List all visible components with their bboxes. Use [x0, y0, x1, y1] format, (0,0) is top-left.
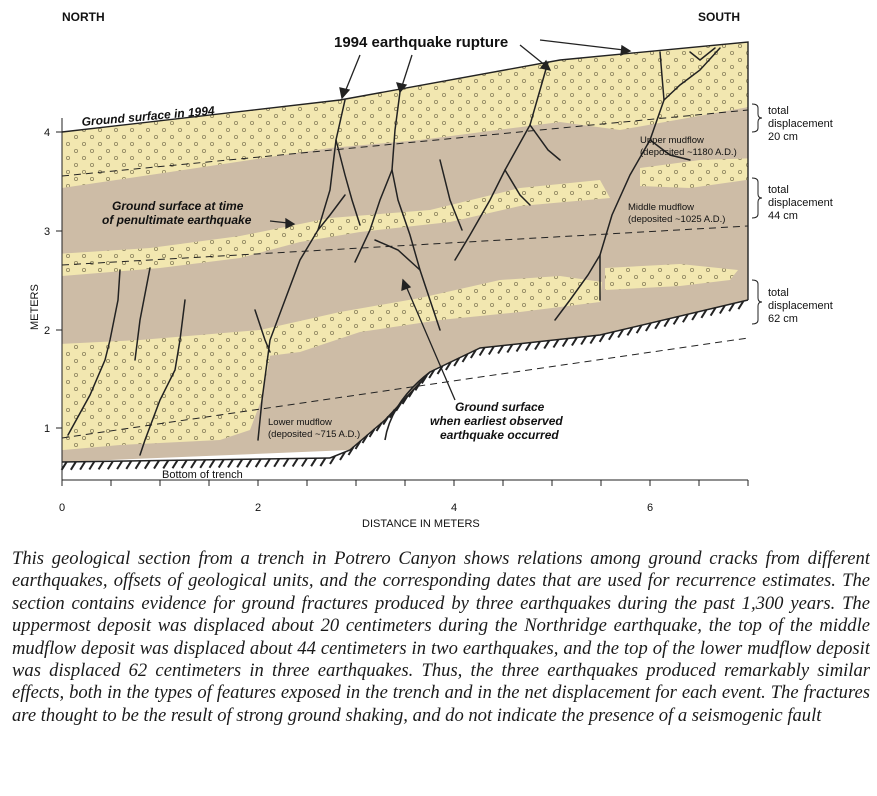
x-axis-label: DISTANCE IN METERS — [362, 518, 480, 530]
hatch-mark — [126, 461, 131, 469]
displacement-3-line2: displacement — [768, 300, 833, 312]
hatch-mark — [246, 459, 251, 467]
penultimate-label-1: Ground surface at time — [112, 199, 244, 213]
hatch-mark — [71, 462, 76, 470]
hatch-mark — [219, 460, 224, 468]
x-tick-label: 2 — [255, 502, 262, 514]
upper-mudflow-date: (deposited ~1180 A.D.) — [640, 147, 737, 158]
hatch-mark — [228, 459, 233, 467]
hatch-mark — [154, 461, 159, 469]
earliest-label-1: Ground surface — [455, 400, 545, 414]
hatch-mark — [200, 460, 205, 468]
rupture-label: 1994 earthquake rupture — [334, 34, 509, 51]
hatch-mark — [320, 458, 325, 466]
x-tick-label: 4 — [451, 502, 458, 514]
y-tick-label: 1 — [44, 423, 51, 435]
hatch-mark — [108, 461, 113, 469]
displacement-2-line1: total — [768, 184, 789, 196]
y-axis-label: METERS — [29, 284, 41, 330]
middle-mudflow-date: (deposited ~1025 A.D.) — [628, 214, 726, 225]
x-tick-label: 0 — [59, 502, 66, 514]
hatch-mark — [163, 460, 168, 468]
lower-mudflow-name: Lower mudflow — [268, 417, 332, 428]
hatch-mark — [145, 461, 150, 469]
figure-caption: This geological section from a trench in Potrero Canyon shows relations among ground cracks from different earthquakes, offsets of geological units, and the corresponding dates that are used for recurrence estimates. The section contains evidence for ground fractures produced by three earthquakes during the past 1,300 years. The uppermost deposit was displaced about 20 centimeters during the Northridge earthquake, the top of the middle mudflow deposit was displaced about 44 centimeters in two earthquakes, and the top of the lower mudflow deposit was displaced 62 centimeters in three earthquakes. Thus, the three earthquakes produced remarkably similar effects, both in the types of features exposed in the trench and in the net displacement for each event. The fractures are thought to be the result of strong ground shaking, and do not indicate the presence of a seismogenic fault — [12, 548, 870, 726]
hatch-mark — [265, 459, 270, 467]
hatch-mark — [256, 459, 261, 467]
displacement-1-value: 20 cm — [768, 131, 798, 143]
earliest-label-3: earthquake occurred — [440, 428, 559, 442]
hatch-mark — [209, 460, 214, 468]
displacement-2-value: 44 cm — [768, 210, 798, 222]
penultimate-label-2: of penultimate earthquake — [102, 213, 252, 227]
hatch-mark — [283, 459, 288, 467]
hatch-mark — [173, 460, 178, 468]
earliest-label-2: when earliest observed — [430, 414, 563, 428]
south-label: SOUTH — [698, 10, 740, 24]
trench-bottom-label: Bottom of trench — [162, 469, 243, 481]
displacement-1-line2: displacement — [768, 118, 833, 130]
lower-mudflow-date: (deposited ~715 A.D.) — [268, 429, 361, 440]
hatch-mark — [191, 460, 196, 468]
x-tick-label: 6 — [647, 502, 654, 514]
ground-1994-label: Ground surface in 1994 — [81, 103, 216, 129]
upper-mudflow-name: Upper mudflow — [640, 135, 704, 146]
y-axis-ticks — [44, 127, 62, 435]
hatch-mark — [302, 458, 307, 466]
displacement-2-line2: displacement — [768, 197, 833, 209]
hatch-mark — [89, 462, 94, 470]
hatch-mark — [182, 460, 187, 468]
hatch-mark — [117, 461, 122, 469]
hatch-mark — [237, 459, 242, 467]
y-tick-label: 2 — [44, 325, 51, 337]
middle-mudflow-name: Middle mudflow — [628, 202, 694, 213]
north-label: NORTH — [62, 10, 105, 24]
displacement-3-line1: total — [768, 287, 789, 299]
displacement-braces — [752, 104, 762, 324]
y-tick-label: 4 — [44, 127, 51, 139]
hatch-mark — [293, 458, 298, 466]
displacement-1-line1: total — [768, 105, 789, 117]
hatch-mark — [136, 461, 141, 469]
y-tick-label: 3 — [44, 226, 51, 238]
x-axis-ticks — [59, 480, 748, 514]
hatch-mark — [311, 458, 316, 466]
hatch-mark — [274, 459, 279, 467]
hatch-mark — [99, 461, 104, 469]
displacement-3-value: 62 cm — [768, 313, 798, 325]
hatch-mark — [80, 462, 85, 470]
